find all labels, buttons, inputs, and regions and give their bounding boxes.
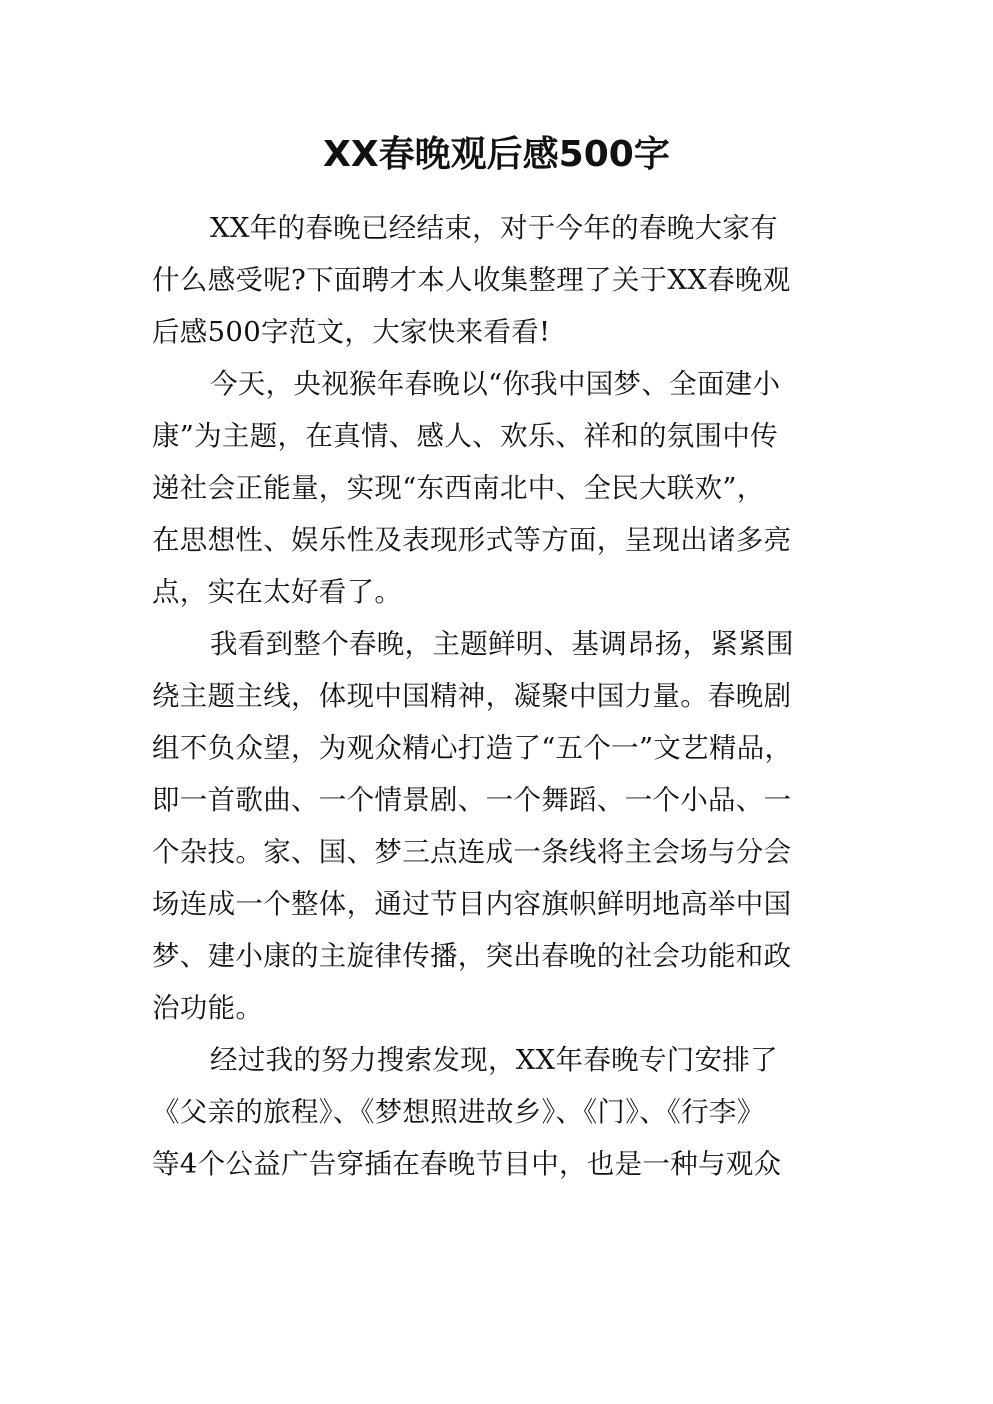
paragraph-2 xyxy=(152,358,872,618)
text-line: 即一首歌曲、一个情景剧、一个舞蹈、一个小品、一 xyxy=(152,784,792,816)
text-line: 康”为主题，在真情、感人、欢乐、祥和的氛围中传 xyxy=(152,420,778,452)
text-line: 个杂技。家、国、梦三点连成一条线将主会场与分会 xyxy=(152,836,792,868)
text-line: 场连成一个整体，通过节目内容旗帜鲜明地高举中国 xyxy=(152,888,792,920)
text-line: 梦、建小康的主旋律传播，突出春晚的社会功能和政 xyxy=(152,940,792,972)
text-line: XX年的春晚已经结束，对于今年的春晚大家有 xyxy=(210,212,778,244)
text-line: 点，实在太好看了。 xyxy=(152,576,403,608)
text-line: 我看到整个春晚，主题鲜明、基调昂扬，紧紧围 xyxy=(210,628,794,660)
text-line: 什么感受呢?下面聘才本人收集整理了关于XX春晚观 xyxy=(152,264,791,296)
text-line: 治功能。 xyxy=(152,992,264,1024)
document-body xyxy=(152,202,872,1190)
text-line: 等4个公益广告穿插在春晚节目中，也是一种与观众 xyxy=(152,1148,782,1180)
paragraph-3 xyxy=(152,618,872,1034)
text-line: 后感500字范文，大家快来看看! xyxy=(152,316,551,348)
text-line: 今天，央视猴年春晚以“你我中国梦、全面建小 xyxy=(210,368,781,400)
text-line: 绕主题主线，体现中国精神，凝聚中国力量。春晚剧 xyxy=(152,680,792,712)
text-line: 经过我的努力搜索发现，XX年春晚专门安排了 xyxy=(210,1044,778,1076)
text-line: 递社会正能量，实现“东西南北中、全民大联欢”， xyxy=(152,472,765,504)
text-line: 在思想性、娱乐性及表现形式等方面，呈现出诸多亮 xyxy=(152,524,792,556)
text-line: 组不负众望，为观众精心打造了“五个一”文艺精品， xyxy=(152,732,793,764)
paragraph-4 xyxy=(152,1034,872,1190)
paragraph-1 xyxy=(152,202,872,358)
text-line: 《父亲的旅程》、《梦想照进故乡》、《门》、《行李》 xyxy=(152,1096,765,1128)
document-title: XX春晚观后感500字 xyxy=(323,134,670,175)
